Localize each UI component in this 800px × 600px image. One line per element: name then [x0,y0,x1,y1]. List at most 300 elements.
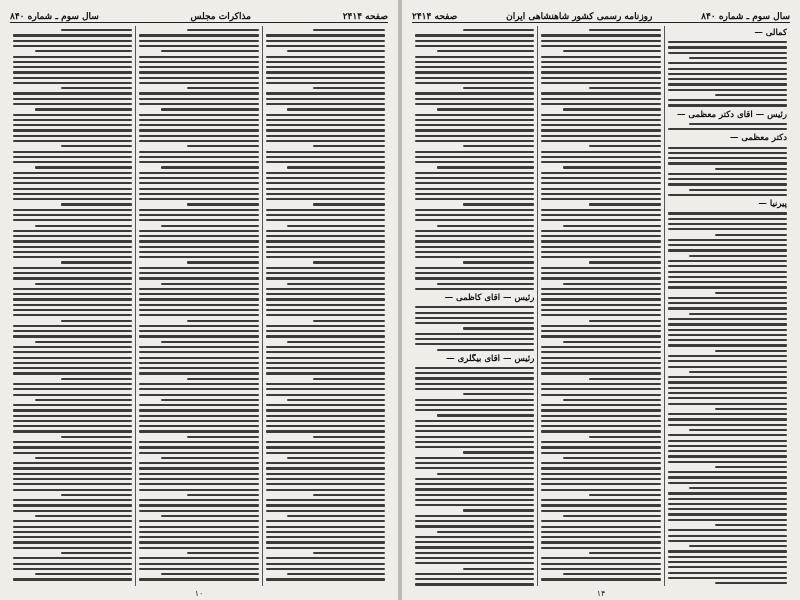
text-line [668,561,787,563]
text-line [415,188,534,190]
text-line [13,172,132,174]
text-line [139,172,258,174]
text-line [541,198,660,200]
text-line [161,225,259,227]
text-line [313,203,385,205]
text-line [13,483,132,485]
text-line [563,515,661,517]
text-line [139,541,258,543]
text-line [541,188,660,190]
text-line [541,82,660,84]
text-line [415,172,534,174]
text-line [139,394,258,396]
text-line [266,568,385,570]
text-line [563,50,661,52]
text-line [266,578,385,580]
text-line [61,203,133,205]
text-line [463,509,535,511]
text-line [13,235,132,237]
text-line [668,503,787,505]
text-line [541,394,660,396]
text-line [35,50,133,52]
left-page-number: ۱۰ [194,589,204,598]
text-line [13,193,132,195]
text-line [266,129,385,131]
text-line [668,62,787,64]
text-line [541,34,660,36]
text-line [541,388,660,390]
text-line [161,399,259,401]
text-line [668,152,787,154]
text-line [13,288,132,290]
text-line [13,40,132,42]
text-line [13,526,132,528]
text-line [266,219,385,221]
text-line [139,314,258,316]
text-line [541,71,660,73]
text-line [541,288,660,290]
text-line [13,309,132,311]
text-line [415,457,534,459]
text-line [139,177,258,179]
right-page-columns [412,26,790,586]
text-line [13,198,132,200]
text-line [139,362,258,364]
text-line [139,251,258,253]
text-line [161,341,259,343]
text-line [139,156,258,158]
text-line [139,478,258,480]
text-line [715,408,787,410]
text-line [139,357,258,359]
text-line [139,214,258,216]
right-col-1 [665,26,790,586]
text-line [415,82,534,84]
text-line [415,504,534,506]
text-line [161,108,259,110]
text-line [437,166,535,168]
text-line [13,351,132,353]
text-line [187,261,259,263]
text-line [287,515,385,517]
text-line [463,393,535,395]
text-line [437,414,535,416]
text-line [139,135,258,137]
right-col-3 [412,26,538,586]
text-line [266,367,385,369]
right-header-title: روزنامه رسمی کشور شاهنشاهی ایران [506,12,653,22]
text-line [266,277,385,279]
text-line [13,473,132,475]
text-line [139,193,258,195]
text-line [541,40,660,42]
text-line [266,103,385,105]
text-line [13,541,132,543]
text-line [541,172,660,174]
text-line [13,325,132,327]
text-line [266,272,385,274]
text-line [13,425,132,427]
text-line [668,461,787,463]
text-line [668,360,787,362]
text-line [415,209,534,211]
text-line [415,420,534,422]
text-line [668,572,787,574]
text-line [266,151,385,153]
text-line [187,145,259,147]
text-line [415,240,534,242]
text-line [415,467,534,469]
text-line [139,298,258,300]
text-line [266,246,385,248]
text-line [266,71,385,73]
text-line [541,362,660,364]
text-line [266,214,385,216]
text-line [61,145,133,147]
text-line [266,34,385,36]
text-line [668,271,787,273]
text-line [139,45,258,47]
text-line [266,82,385,84]
text-line [668,147,787,149]
text-line [541,441,660,443]
text-line [415,193,534,195]
text-line [689,313,787,315]
text-line [541,61,660,63]
text-line [161,573,259,575]
text-line [689,189,787,191]
text-line [139,367,258,369]
text-line [541,383,660,385]
text-line [668,183,787,185]
text-line [668,218,787,220]
text-line [139,330,258,332]
text-line [266,198,385,200]
text-line [668,89,787,91]
text-line [463,145,535,147]
text-line [541,420,660,422]
text-line [266,61,385,63]
text-line [313,494,385,496]
text-line [266,483,385,485]
text-line [13,293,132,295]
text-line [266,240,385,242]
text-line [415,536,534,538]
text-line [541,182,660,184]
text-line [13,230,132,232]
text-line [139,462,258,464]
text-line [415,251,534,253]
text-line [187,29,259,31]
text-line [35,399,133,401]
text-line [541,161,660,163]
text-line [668,212,787,214]
text-line [13,219,132,221]
text-line [13,446,132,448]
text-line [668,455,787,457]
text-line [13,56,132,58]
text-line [13,277,132,279]
text-line [35,225,133,227]
text-line [415,578,534,580]
text-line [139,304,258,306]
text-line [415,573,534,575]
text-line [689,255,787,257]
text-line [589,552,661,554]
text-line [313,261,385,263]
text-line [463,87,535,89]
text-line [13,34,132,36]
text-line [139,77,258,79]
text-line [266,504,385,506]
text-line [668,440,787,442]
text-line [287,341,385,343]
text-line [13,188,132,190]
text-line [13,45,132,47]
text-line [715,168,787,170]
text-line [668,344,787,346]
text-line [313,87,385,89]
text-line [266,98,385,100]
text-line [668,276,787,278]
text-line [415,494,534,496]
text-line [266,288,385,290]
text-line [541,547,660,549]
text-line [668,556,787,558]
text-line [463,203,535,205]
text-line [187,203,259,205]
text-line [689,429,787,431]
text-line [415,177,534,179]
text-line [139,34,258,36]
text-line [541,129,660,131]
text-line [13,129,132,131]
text-line [715,350,787,352]
text-line [668,550,787,552]
text-line [13,151,132,153]
text-line [415,61,534,63]
text-line [13,82,132,84]
text-line [415,317,534,319]
text-line [13,467,132,469]
text-line [187,436,259,438]
text-line [668,329,787,331]
text-line [415,499,534,501]
text-line [139,510,258,512]
text-line [313,378,385,380]
text-line [668,418,787,420]
text-line [139,383,258,385]
text-line [139,325,258,327]
text-line [139,547,258,549]
text-line [415,129,534,131]
text-line [415,343,534,345]
text-line [541,314,660,316]
text-line [668,387,787,389]
text-line [61,87,133,89]
text-line [139,563,258,565]
text-line [541,404,660,406]
text-line [139,140,258,142]
text-line [266,473,385,475]
text-line [668,239,787,241]
text-line [415,562,534,564]
text-line [541,504,660,506]
text-line [541,483,660,485]
text-line [589,436,661,438]
text-line [541,304,660,306]
text-line [415,515,534,517]
text-line [61,261,133,263]
text-line [668,529,787,531]
text-line [668,519,787,521]
text-line [139,425,258,427]
text-line [541,357,660,359]
text-line [266,351,385,353]
text-line [668,73,787,75]
text-line [13,209,132,211]
text-line [541,209,660,211]
text-line [266,309,385,311]
text-line [437,50,535,52]
text-line [13,304,132,306]
text-line [139,40,258,42]
text-line [139,288,258,290]
text-line [668,403,787,405]
text-line [139,309,258,311]
text-line [541,415,660,417]
text-line [139,235,258,237]
right-header-issue: سال سوم ـ شماره ۸۴۰ [701,12,790,22]
text-line [541,219,660,221]
text-line [415,98,534,100]
text-line [668,482,787,484]
text-line [13,388,132,390]
text-line [266,335,385,337]
text-line [13,256,132,258]
text-line [563,283,661,285]
text-line [563,225,661,227]
text-line [668,297,787,299]
text-line [287,166,385,168]
text-line [415,277,534,279]
text-line [313,145,385,147]
text-line [139,293,258,295]
text-line [541,367,660,369]
text-line [266,446,385,448]
text-line [689,545,787,547]
text-line [415,151,534,153]
text-line [415,322,534,324]
text-line [668,566,787,568]
text-line [266,425,385,427]
text-line [415,462,534,464]
text-line [139,71,258,73]
text-line [541,462,660,464]
text-line [266,362,385,364]
text-line [266,547,385,549]
text-line [35,166,133,168]
text-line [139,92,258,94]
text-line [589,494,661,496]
text-line [541,140,660,142]
text-line [415,488,534,490]
text-line [689,123,787,125]
text-line [139,119,258,121]
text-line [541,335,660,337]
text-line [13,510,132,512]
text-line [266,404,385,406]
text-line [589,145,661,147]
text-line [541,409,660,411]
text-line [541,240,660,242]
text-line [541,309,660,311]
text-line [415,71,534,73]
text-line [415,272,534,274]
text-line [266,536,385,538]
text-line [437,473,535,475]
text-line [266,325,385,327]
text-line [287,283,385,285]
text-line [13,478,132,480]
text-line [668,355,787,357]
text-line [563,457,661,459]
text-line [541,92,660,94]
text-line [287,399,385,401]
text-line [715,234,787,236]
text-line [541,452,660,454]
text-line [541,510,660,512]
text-line [161,283,259,285]
text-line [35,515,133,517]
text-line [13,578,132,580]
text-line [13,557,132,559]
text-line [668,323,787,325]
speaker-heading: رئیس — آقای بیگلری — [446,353,535,364]
text-line [139,372,258,374]
text-line [415,377,534,379]
text-line [541,124,660,126]
text-line [139,446,258,448]
text-line [13,489,132,491]
text-line [541,56,660,58]
text-line [139,499,258,501]
text-line [437,349,535,351]
text-line [415,119,534,121]
text-line [266,172,385,174]
text-line [437,225,535,227]
text-line [266,267,385,269]
text-line [668,302,787,304]
text-line [13,420,132,422]
text-line [415,140,534,142]
text-line [689,371,787,373]
text-line [541,467,660,469]
text-line [541,177,660,179]
text-line [139,420,258,422]
text-line [187,320,259,322]
text-line [415,541,534,543]
text-line [266,420,385,422]
text-line [541,568,660,570]
text-line [139,415,258,417]
text-line [415,436,534,438]
text-line [668,508,787,510]
text-line [715,582,787,584]
text-line [266,430,385,432]
text-line [139,82,258,84]
text-line [287,573,385,575]
